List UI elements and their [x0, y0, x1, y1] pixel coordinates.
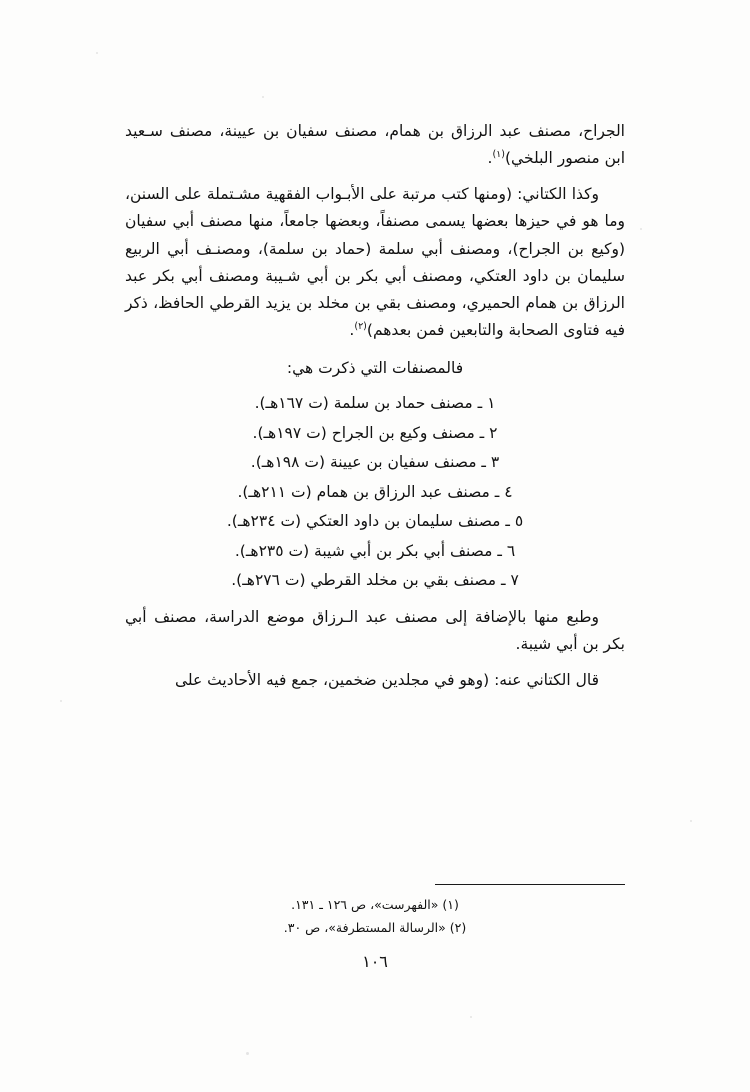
list-item: ٤ ـ مصنف عبد الرزاق بن همام (ت ٢١١هـ). [237, 482, 513, 501]
footnote-marker-2: (٢) [354, 320, 367, 332]
footnote-item: (١) «الفهرست»، ص ١٢٦ ـ ١٣١. [291, 897, 459, 912]
paragraph-kattani-quote: وكذا الكتاني: (ومنها كتب مرتبة على الأبـواب الفقهية مشـتملة على السنن، وما هو في حيزها بعضها يسمى مصنفاً، وبعضها جامعاً، منها مصنف أبي سفيان (وكيع بن الجراح)، ومصنف أبي سلمة (حماد بن سلمة)، ومصنـف أبي الربيع سليمان بن داود العتكي، ومصنف أبي بكر بن أبي شـيبة ومصنف أبي بكر عبد الرزاق بن همام الحميري، ومصنف بقي بن مخلد بن يزيد القرطي الحافظ، ذكر فيه فتاوى الصحابة والتابعين فمن بعدهم)$^{(٢)}$. [125, 185, 625, 339]
numbered-list [125, 389, 625, 595]
paper-speck [262, 96, 264, 98]
paper-speck [246, 1052, 249, 1055]
paper-speck [690, 820, 692, 822]
paragraph-text: الجراح، مصنف عبد الرزاق بن همام، مصنف سفيان بن عيينة، مصنف سـعيد ابن منصور البلخي) [125, 122, 625, 168]
paper-speck [470, 1016, 472, 1018]
list-item: ٣ ـ مصنف سفيان بن عيينة (ت ١٩٨هـ). [250, 453, 500, 472]
paper-speck [60, 700, 62, 702]
paragraph-printed-works: وطبع منها بالإضافة إلى مصنف عبد الـرزاق موضع الدراسة، مصنف أبي بكر بن أبي شيبة. [125, 607, 625, 653]
list-item: ١ ـ مصنف حماد بن سلمة (ت ١٦٧هـ). [254, 394, 496, 413]
list-item: ٧ ـ مصنف بقي بن مخلد القرطي (ت ٢٧٦هـ). [231, 571, 519, 590]
page-number: ١٠٦ [362, 952, 388, 971]
list-item: ٢ ـ مصنف وكيع بن الجراح (ت ١٩٧هـ). [252, 423, 498, 442]
footnotes-section [125, 893, 625, 939]
list-item: ٦ ـ مصنف أبي بكر بن أبي شيبة (ت ٢٣٥هـ). [234, 541, 516, 560]
footnote-marker-1: (١) [492, 148, 505, 160]
list-intro-line: فالمصنفات التي ذكرت هي: [286, 359, 464, 377]
paper-speck [96, 52, 98, 54]
footnote-item: (٢) «الرسالة المستطرفة»، ص ٣٠. [283, 920, 467, 936]
paragraph-kattani-comment: قال الكتاني عنه: (وهو في مجلدين ضخمين، جمع فيه الأحاديث على [174, 670, 599, 689]
paragraph-text: وكذا الكتاني: (ومنها كتب مرتبة على الأبـواب الفقهية مشـتملة على السنن، وما هو في حيزها بعضها يسمى مصنفاً، وبعضها جامعاً، منها مصنف أبي سفيان (وكيع بن الجراح)، ومصنف أبي سلمة (حماد بن سلمة)، ومصنـف أبي الربيع سليمان بن داود العتكي، ومصنف أبي بكر بن أبي شـيبة ومصنف أبي بكر عبد الرزاق بن همام الحميري، ومصنف بقي بن مخلد بن يزيد القرطي الحافظ، ذكر فيه فتاوى الصحابة والتابعين فمن بعدهم) [125, 185, 625, 339]
page-body [125, 118, 625, 703]
list-item: ٥ ـ مصنف سليمان بن داود العتكي (ت ٢٣٤هـ). [226, 512, 524, 531]
footnote-separator [435, 884, 625, 885]
paragraph-continued: الجراح، مصنف عبد الرزاق بن همام، مصنف سفيان بن عيينة، مصنف سـعيد ابن منصور البلخي)$^{(١)}$. [125, 122, 625, 168]
paper-speck [640, 228, 642, 230]
